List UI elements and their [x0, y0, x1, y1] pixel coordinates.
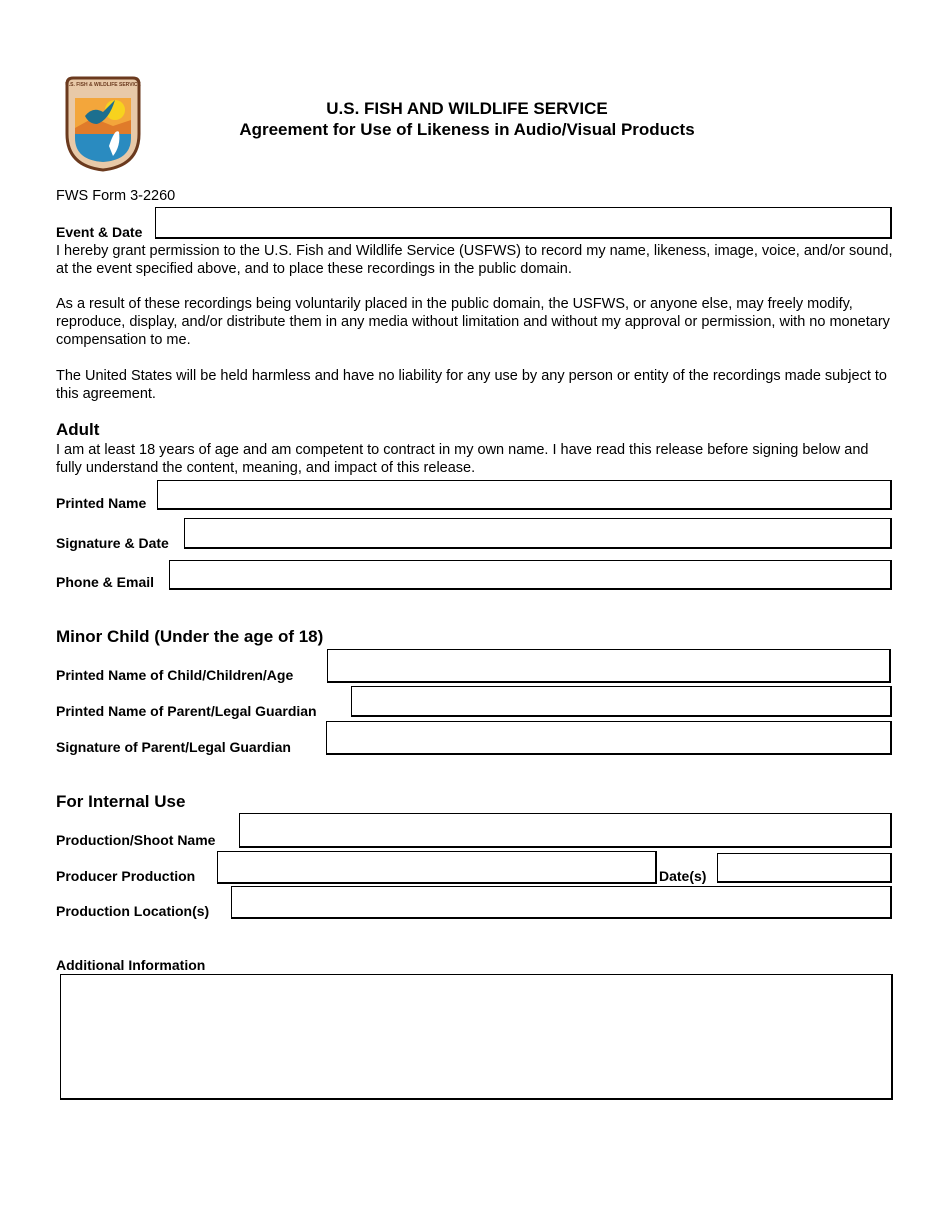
shoot-name-field[interactable]	[239, 813, 892, 848]
producer-field[interactable]	[217, 851, 657, 884]
phone-email-label: Phone & Email	[56, 574, 155, 590]
dates-field[interactable]	[717, 853, 892, 883]
form-title: Agreement for Use of Likeness in Audio/Visual Products	[239, 120, 695, 139]
phone-email-field[interactable]	[169, 560, 892, 590]
printed-name-field[interactable]	[157, 480, 892, 510]
event-date-field[interactable]	[155, 207, 892, 239]
agency-title: U.S. FISH AND WILDLIFE SERVICE	[326, 99, 608, 118]
parent-name-label: Printed Name of Parent/Legal Guardian	[56, 703, 317, 719]
paragraph-harmless: The United States will be held harmless and have no liability for any use by any person or entity of the recordings made subject to this agreement.	[56, 368, 887, 402]
child-name-label: Printed Name of Child/Children/Age	[56, 667, 294, 683]
printed-name-label: Printed Name	[56, 495, 147, 511]
producer-label: Producer Production	[56, 868, 196, 884]
svg-text:U.S. FISH & WILDLIFE SERVICE: U.S. FISH & WILDLIFE SERVICE	[65, 82, 141, 88]
paragraph-permission: I hereby grant permission to the U.S. Fish and Wildlife Service (USFWS) to record my name, likeness, image, voice, and/or sound, at the event specified above, and to place these recordings in the public domain.	[56, 243, 893, 277]
locations-field[interactable]	[231, 886, 892, 919]
paragraph-public-domain: As a result of these recordings being voluntarily placed in the public domain, the USFWS, or anyone else, may freely modify, reproduce, display, and/or distribute them in any media without limitation and without my approval or permission, with no monetary compensation to me.	[56, 296, 890, 348]
additional-info-field[interactable]	[60, 974, 893, 1100]
dates-label: Date(s)	[659, 868, 707, 884]
locations-label: Production Location(s)	[56, 903, 210, 919]
adult-statement: I am at least 18 years of age and am competent to contract in my own name. I have read this release before signing below and fully understand the content, meaning, and impact of this release.	[56, 442, 869, 476]
event-date-label: Event & Date	[56, 224, 143, 240]
parent-name-field[interactable]	[351, 686, 892, 717]
adult-heading: Adult	[56, 420, 100, 439]
form-number: FWS Form 3-2260	[56, 188, 176, 204]
parent-signature-label: Signature of Parent/Legal Guardian	[56, 739, 291, 755]
signature-date-label: Signature & Date	[56, 535, 169, 551]
child-name-field[interactable]	[327, 649, 891, 683]
shoot-name-label: Production/Shoot Name	[56, 832, 216, 848]
minor-heading: Minor Child (Under the age of 18)	[56, 627, 324, 646]
additional-info-label: Additional Information	[56, 957, 206, 973]
parent-signature-field[interactable]	[326, 721, 892, 755]
signature-date-field[interactable]	[184, 518, 892, 549]
internal-heading: For Internal Use	[56, 792, 186, 811]
